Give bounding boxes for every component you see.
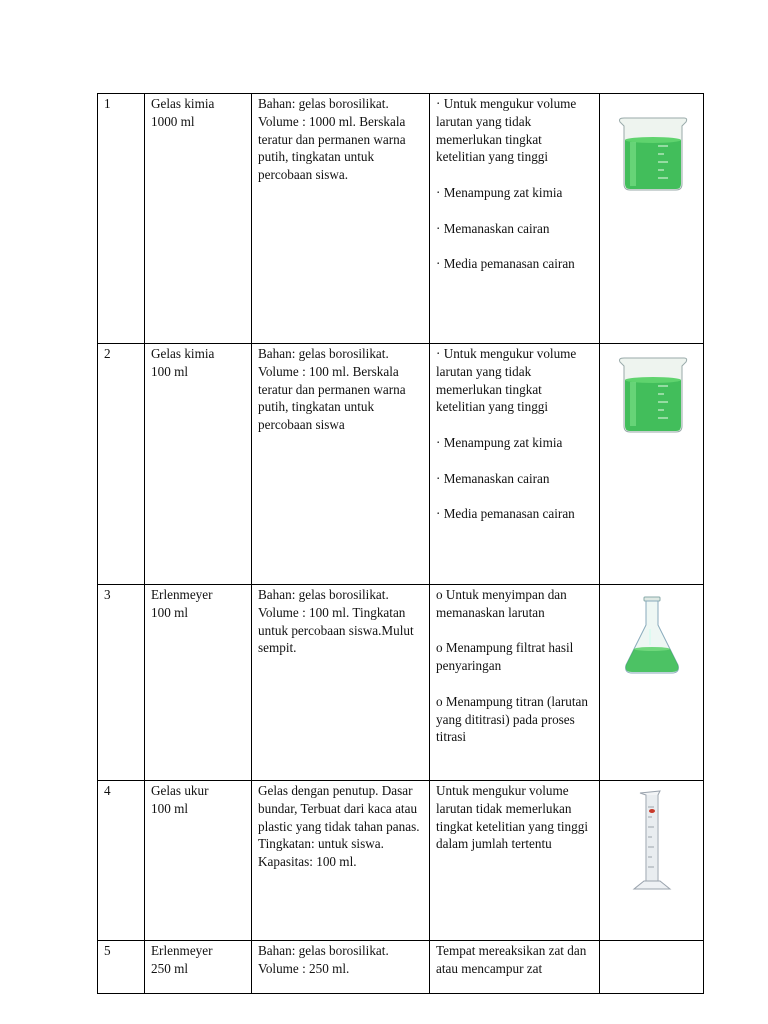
equipment-spec: Bahan: gelas borosilikat. Volume : 250 ml. (252, 941, 430, 994)
use-item: · Media pemanasan cairan (436, 256, 575, 272)
graduated-cylinder-icon (600, 781, 704, 899)
beaker-green-icon (600, 94, 704, 194)
erlenmeyer-flask-icon (600, 585, 704, 685)
row-number: 3 (98, 585, 145, 781)
use-item: · Media pemanasan cairan (436, 506, 575, 522)
table-row (98, 781, 704, 941)
equipment-spec: Bahan: gelas borosilikat. Volume : 100 ml. Berskala teratur dan permanen warna putih, tingkatan untuk percobaan siswa (252, 344, 430, 585)
equipment-image (600, 781, 704, 941)
table-row (98, 585, 704, 781)
row-number: 4 (98, 781, 145, 941)
equipment-image (600, 585, 704, 781)
use-item: · Menampung zat kimia (436, 434, 563, 450)
equipment-uses (430, 344, 600, 585)
use-item: · Memanaskan cairan (436, 220, 550, 236)
row-number: 2 (98, 344, 145, 585)
equipment-name: Erlenmeyer 250 ml (145, 941, 252, 994)
use-item: · Untuk mengukur volume larutan yang tidak memerlukan tingkat ketelitian yang tinggi (436, 346, 577, 415)
equipment-spec: Bahan: gelas borosilikat. Volume : 1000 ml. Berskala teratur dan permanen warna putih, tingkatan untuk percobaan siswa. (252, 94, 430, 344)
table-row (98, 94, 704, 344)
equipment-uses (430, 941, 600, 994)
use-item: · Memanaskan cairan (436, 470, 550, 486)
equipment-name: Erlenmeyer 100 ml (145, 585, 252, 781)
use-item: · Menampung zat kimia (436, 184, 563, 200)
use-item: o Untuk menyimpan dan memanaskan larutan (436, 587, 567, 620)
equipment-spec: Gelas dengan penutup. Dasar bundar, Terbuat dari kaca atau plastic yang tidak tahan panas. Tingkatan: untuk siswa. Kapasitas: 100 ml. (252, 781, 430, 941)
use-item: Untuk mengukur volume larutan tidak memerlukan tingkat ketelitian yang tinggi dalam jumlah tertentu (436, 783, 588, 852)
equipment-name: Gelas kimia 1000 ml (145, 94, 252, 344)
use-item: o Menampung titran (larutan yang dititrasi) pada proses titrasi (436, 693, 588, 745)
equipment-image (600, 344, 704, 585)
table-row (98, 344, 704, 585)
equipment-uses (430, 781, 600, 941)
row-number: 1 (98, 94, 145, 344)
row-number: 5 (98, 941, 145, 994)
use-item: · Untuk mengukur volume larutan yang tidak memerlukan tingkat ketelitian yang tinggi (436, 96, 577, 165)
equipment-image (600, 94, 704, 344)
equipment-uses (430, 94, 600, 344)
equipment-spec: Bahan: gelas borosilikat. Volume : 100 ml. Tingkatan untuk percobaan siswa.Mulut sempit. (252, 585, 430, 781)
equipment-name: Gelas kimia 100 ml (145, 344, 252, 585)
equipment-name: Gelas ukur 100 ml (145, 781, 252, 941)
lab-equipment-table (97, 93, 704, 994)
table-row (98, 941, 704, 994)
use-item: o Menampung filtrat hasil penyaringan (436, 640, 574, 674)
beaker-green-icon (600, 344, 704, 444)
equipment-image (600, 941, 704, 994)
equipment-uses (430, 585, 600, 781)
use-item: Tempat mereaksikan zat dan atau mencampur zat (436, 943, 587, 976)
